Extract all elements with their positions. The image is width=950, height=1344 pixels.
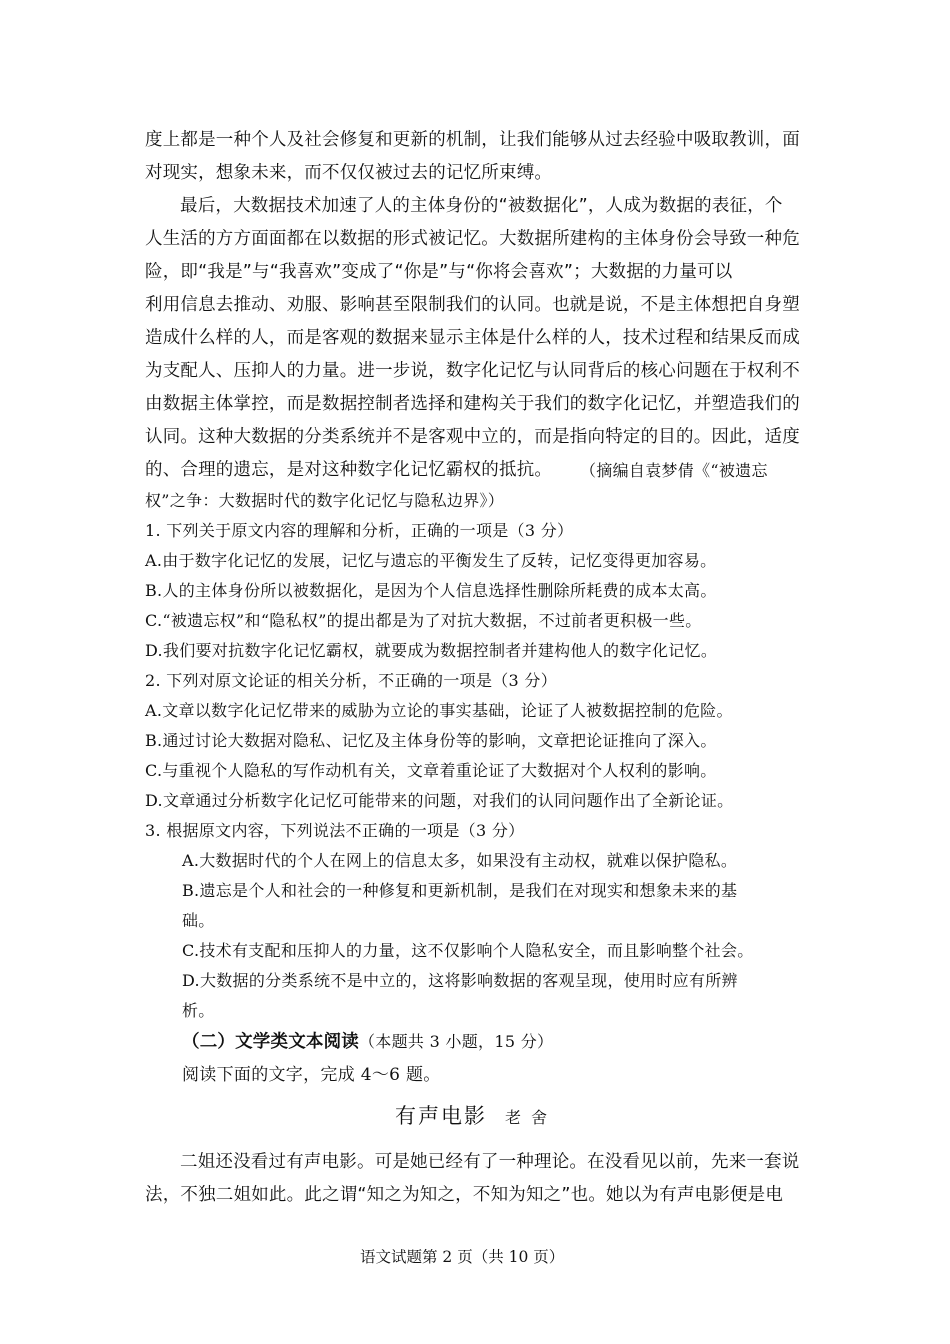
question-option: C.技术有支配和压抑人的力量，这不仅影响个人隐私安全，而且影响整个社会。 bbox=[182, 941, 754, 960]
page-footer: 语文试题第 2 页（共 10 页） bbox=[360, 1248, 565, 1266]
question-option: A.大数据时代的个人在网上的信息太多，如果没有主动权，就难以保护隐私。 bbox=[182, 851, 738, 870]
article-line: 最后，大数据技术加速了人的主体身份的“被数据化”，人成为数据的表征，个 bbox=[180, 196, 783, 216]
question-option: B.人的主体身份所以被数据化，是因为个人信息选择性删除所耗费的成本太高。 bbox=[145, 581, 717, 600]
story-line: 二姐还没看过有声电影。可是她已经有了一种理论。在没看见以前，先来一套说 bbox=[180, 1152, 800, 1172]
question-option: D.大数据的分类系统不是中立的，这将影响数据的客观呈现，使用时应有所辨 bbox=[182, 971, 738, 990]
question-option-continued: 析。 bbox=[182, 1001, 215, 1020]
question-option: A.由于数字化记忆的发展，记忆与遗忘的平衡发生了反转，记忆变得更加容易。 bbox=[145, 551, 717, 570]
story-title: 有声电影 bbox=[395, 1104, 487, 1128]
article-line: 度上都是一种个人及社会修复和更新的机制，让我们能够从过去经验中吸取教训，面 bbox=[145, 130, 800, 150]
question-option-continued: 础。 bbox=[182, 911, 215, 930]
article-line: 为支配人、压抑人的力量。进一步说，数字化记忆与认同背后的核心问题在于权利不 bbox=[145, 361, 800, 381]
question-option: B.通过讨论大数据对隐私、记忆及主体身份等的影响，文章把论证推向了深入。 bbox=[145, 731, 717, 750]
section-heading-note: （本题共 3 小题，15 分） bbox=[359, 1032, 554, 1051]
question-option: C.与重视个人隐私的写作动机有关，文章着重论证了大数据对个人权利的影响。 bbox=[145, 761, 717, 780]
article-line: 认同。这种大数据的分类系统并不是客观中立的，而是指向特定的目的。因此，适度 bbox=[145, 427, 800, 447]
story-heading bbox=[395, 1100, 557, 1130]
article-line: 造成什么样的人，而是客观的数据来显示主体是什么样的人，技术过程和结果反而成 bbox=[145, 328, 800, 348]
article-line: 的、合理的遗忘，是对这种数字化记忆霸权的抵抗。 bbox=[145, 460, 553, 480]
source-citation: 权”之争：大数据时代的数字化记忆与隐私边界》） bbox=[145, 491, 505, 510]
article-line: 对现实，想象未来，而不仅仅被过去的记忆所束缚。 bbox=[145, 163, 553, 183]
section-heading bbox=[182, 1028, 553, 1053]
section-heading-title: （二）文学类文本阅读 bbox=[182, 1032, 359, 1052]
article-line: 由数据主体掌控，而是数据控制者选择和建构关于我们的数字化记忆，并塑造我们的 bbox=[145, 394, 800, 414]
question-option: B.遗忘是个人和社会的一种修复和更新机制，是我们在对现实和想象未来的基 bbox=[182, 881, 738, 900]
question-stem: 3. 根据原文内容，下列说法不正确的一项是（3 分） bbox=[145, 821, 525, 840]
story-author: 老舍 bbox=[505, 1108, 558, 1127]
question-stem: 2. 下列对原文论证的相关分析，不正确的一项是（3 分） bbox=[145, 671, 558, 690]
story-line: 法，不独二姐如此。此之谓“知之为知之，不知为知之”也。她以为有声电影便是电 bbox=[145, 1185, 784, 1205]
question-option: A.文章以数字化记忆带来的威胁为立论的事实基础，论证了人被数据控制的危险。 bbox=[145, 701, 733, 720]
question-option: C.“被遗忘权”和“隐私权”的提出都是为了对抗大数据，不过前者更积极一些。 bbox=[145, 611, 702, 630]
article-line: 险，即“我是”与“我喜欢”变成了“你是”与“你将会喜欢”；大数据的力量可以 bbox=[145, 262, 733, 282]
source-citation: （摘编自袁梦倩《“被遗忘 bbox=[580, 461, 768, 480]
article-line: 利用信息去推动、劝服、影响甚至限制我们的认同。也就是说，不是主体想把自身塑 bbox=[145, 295, 800, 315]
question-option: D.文章通过分析数字化记忆可能带来的问题，对我们的认同问题作出了全新论证。 bbox=[145, 791, 734, 810]
article-line: 人生活的方方面面都在以数据的形式被记忆。大数据所建构的主体身份会导致一种危 bbox=[145, 229, 800, 249]
question-stem: 1. 下列关于原文内容的理解和分析，正确的一项是（3 分） bbox=[145, 521, 574, 540]
section-instruction: 阅读下面的文字，完成 4～6 题。 bbox=[182, 1065, 441, 1085]
question-option: D.我们要对抗数字化记忆霸权，就要成为数据控制者并建构他人的数字化记忆。 bbox=[145, 641, 718, 660]
